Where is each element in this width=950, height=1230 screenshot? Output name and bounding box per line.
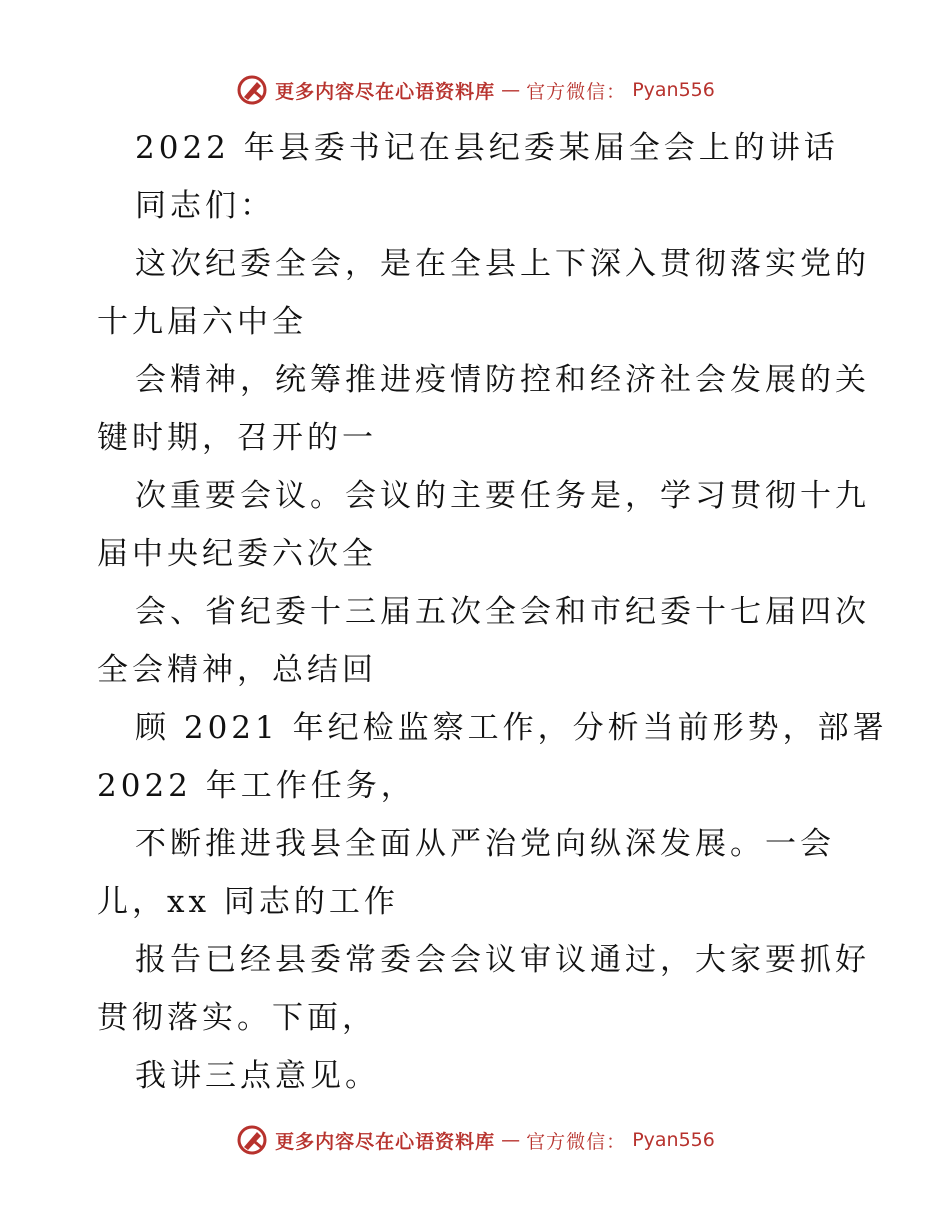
paragraph-line: 我讲三点意见。 [135, 1058, 380, 1094]
banner-site-text: 更多内容尽在心语资料库 [275, 1130, 496, 1153]
banner-separator: — [501, 79, 521, 101]
paragraph-line: 报告已经县委常委会会议审议通过，大家要抓好 [135, 942, 870, 978]
paragraph-line: 同志们： [135, 188, 275, 224]
paragraph-line: 这次纪委全会，是在全县上下深入贯彻落实党的 [135, 246, 870, 282]
paragraph-line: 十九届六中全 [97, 304, 307, 340]
paragraph-line: 键时期，召开的一 [97, 420, 377, 456]
brand-logo-icon [235, 1123, 269, 1157]
document-title: 2022 年县委书记在县纪委某届全会上的讲话 [135, 130, 839, 166]
paragraph-line: 顾 2021 年纪检监察工作，分析当前形势，部署 [135, 710, 888, 746]
footer-banner [0, 1120, 950, 1160]
paragraph-line: 会、省纪委十三届五次全会和市纪委十七届四次 [135, 594, 870, 630]
banner-site-text: 更多内容尽在心语资料库 [275, 80, 496, 103]
paragraph-line: 不断推进我县全面从严治党向纵深发展。一会 [135, 826, 835, 862]
paragraph-line: 全会精神，总结回 [97, 652, 377, 688]
banner-wechat-id: Pyan556 [632, 1129, 715, 1151]
paragraph-line: 次重要会议。会议的主要任务是，学习贯彻十九 [135, 478, 870, 514]
banner-wechat-label: 官方微信： [526, 80, 627, 103]
header-banner [0, 70, 950, 110]
brand-logo-icon [235, 73, 269, 107]
paragraph-line: 贯彻落实。下面， [97, 1000, 377, 1036]
banner-wechat-id: Pyan556 [632, 79, 715, 101]
banner-separator: — [501, 1129, 521, 1151]
paragraph-line: 儿，xx 同志的工作 [97, 884, 399, 920]
paragraph-line: 届中央纪委六次全 [97, 536, 377, 572]
paragraph-line: 会精神，统筹推进疫情防控和经济社会发展的关 [135, 362, 870, 398]
paragraph-line: 2022 年工作任务， [97, 768, 416, 804]
banner-wechat-label: 官方微信： [526, 1130, 627, 1153]
